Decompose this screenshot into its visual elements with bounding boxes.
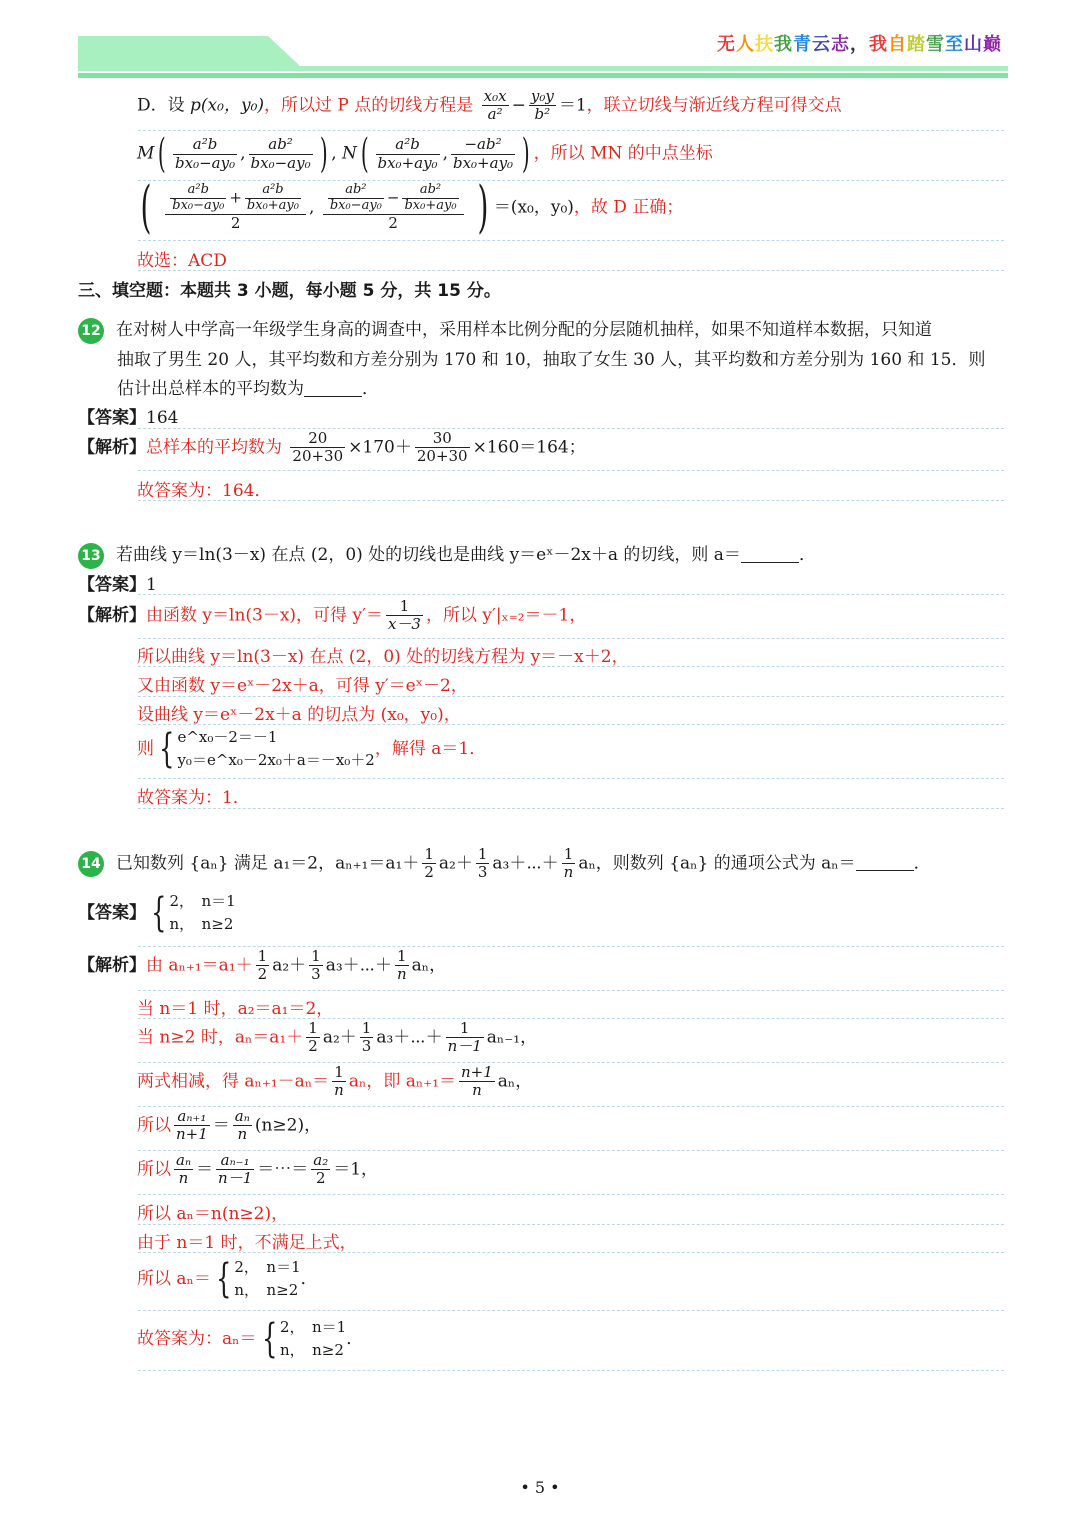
slogan-char: 人 — [736, 34, 755, 55]
q13-answer: 【答案】1 — [78, 575, 157, 595]
fraction: $\frac{\text{y₀y}}{\text{b²}}$ — [530, 87, 554, 124]
q13-final: 故答案为：1． — [137, 788, 250, 808]
fraction: $\frac{1}{3}$ — [477, 845, 488, 882]
divider — [138, 696, 1004, 697]
fraction: $\frac{1}{3}$ — [311, 947, 321, 984]
question-number-badge: 13 — [78, 543, 104, 569]
text: ＝(x₀，y₀) — [493, 197, 574, 218]
divider — [138, 1194, 1004, 1195]
fraction: $\frac{30}{20+30}$ — [416, 429, 468, 466]
q14-sol-8: 由于 n＝1 时，不满足上式， — [137, 1233, 357, 1253]
divider — [138, 778, 1004, 779]
q14-stem: 14 已知数列 {aₙ} 满足 a₁＝2，aₙ₊₁＝a₁＋ $\frac{1}{2}$ a₂＋ $\frac{1}{3}$ a₃＋⋯＋ $\frac{1}{n}$ aₙ，则数列 {aₙ} 的通项公式为 aₙ＝ ． — [78, 846, 1080, 882]
question-number-badge: 12 — [78, 318, 104, 344]
q14-sol-1: 【解析】由 aₙ₊₁＝a₁＋ $\frac{1}{2}$ a₂＋ $\frac{1}{3}$ a₃＋⋯＋ $\frac{1}{n}$ aₙ， — [78, 947, 447, 984]
divider — [138, 1150, 1004, 1151]
fraction: $\frac{\text{aₙ}}{n}$ — [176, 1151, 192, 1188]
q12-line1: 12 在对树人中学高一年级学生身高的调查中，采用样本比例分配的分层随机抽样，如果不知道样本数据，只知道 — [78, 315, 1080, 344]
section-title: 三、填空题：本题共 3 小题，每小题 5 分，共 15 分。 — [78, 281, 501, 301]
case-system: e^x₀－2＝－1 y₀＝e^x₀－2x₀＋a＝－x₀＋2 — [177, 728, 375, 770]
divider — [138, 428, 1004, 429]
q12-solution: 【解析】总样本的平均数为 $\frac{20}{20+30}$ ×170＋ $\frac{30}{20+30}$ ×160＝164； — [78, 429, 586, 466]
fraction: $\frac{20}{20+30}$ — [292, 429, 344, 466]
slogan-char: 自 — [888, 34, 907, 55]
text: ，所以过 P 点的切线方程是 — [264, 95, 474, 116]
divider — [138, 1224, 1004, 1225]
q12-line2: 抽取了男生 20 人，其平均数和方差分别为 170 和 10，抽取了女生 30 人，其平均数和方差分别为 160 和 15．则 — [117, 350, 986, 370]
q13-stem: 13 若曲线 y＝ln(3－x) 在点 (2，0) 处的切线也是曲线 y＝eˣ－2x＋a 的切线，则 a＝ ． — [78, 540, 1080, 569]
slogan-char: 扶 — [755, 34, 774, 55]
fraction: $\frac{1}{n}$ — [396, 947, 407, 984]
case-system: 2， n＝1 n， n≥2 — [234, 1258, 301, 1300]
q14-sol-6: 所以 $\frac{\text{aₙ}}{n}$ ＝ $\frac{\text{aₙ₋₁}}{n-1}$ ＝⋯＝ $\frac{\text{a₂}}{2}$ ＝1， — [137, 1151, 379, 1188]
answer-blank — [856, 869, 914, 871]
fraction: $\frac{\text{ab²}}{\text{bx₀−ay₀}}$ — [250, 135, 311, 172]
text: ，故 D 正确； — [573, 197, 684, 218]
fraction: $\frac{n+1}{n}$ — [461, 1063, 493, 1100]
fraction: $\frac{\text{x₀x}}{\text{a²}}$ — [483, 87, 507, 124]
prev-d-line: D．设 p(x₀，y₀)，所以过 P 点的切线方程是 $\frac{\text{x₀x}}{\text{a²}}$ − $\frac{\text{y₀y}}{\text{b²}}$ ＝1，联立切线与渐近线方程可得交点 — [137, 87, 842, 124]
fraction: $\frac{1}{3}$ — [361, 1019, 372, 1056]
fraction: $\frac{\text{−ab²}}{\text{bx₀+ay₀}}$ — [452, 135, 514, 172]
slogan-char: 志 — [831, 34, 850, 55]
divider — [138, 1062, 1004, 1063]
prev-midpoint-line: ( $\frac{\text{a²b}}{\text{bx₀−ay₀}}$ + $\frac{\text{a²b}}{\text{bx₀+ay₀}}$ 2 , $\frac{\text{ab²}}{\text{bx₀−ay₀}}$ − $\frac{\text{ab²}}{\text{bx₀+ay₀}}$ 2 ) ＝(x₀，y₀)，故 D 正确； — [140, 175, 684, 240]
slogan-char: ， — [850, 34, 869, 55]
fraction: $\frac{1}{2}$ — [257, 947, 268, 984]
fraction: $\frac{\text{aₙ}}{n}$ — [234, 1107, 250, 1144]
divider — [138, 1310, 1004, 1311]
text: ，所以 MN 的中点坐标 — [533, 143, 713, 164]
fraction: $\frac{1}{x-3}$ — [387, 597, 421, 634]
slogan-char: 至 — [945, 34, 964, 55]
header-slogan — [717, 30, 1002, 56]
slogan-char: 山 — [964, 34, 983, 55]
slogan-char: 云 — [812, 34, 831, 55]
fraction: $\frac{1}{n-1}$ — [447, 1019, 482, 1056]
divider — [138, 1106, 1004, 1107]
slogan-char: 踏 — [907, 34, 926, 55]
slogan-char: 巅 — [983, 34, 1002, 55]
q13-sol-2: 所以曲线 y＝ln(3－x) 在点 (2，0) 处的切线方程为 y＝－x＋2， — [137, 647, 629, 667]
page-number: • 5 • — [520, 1478, 560, 1497]
case-system: 2， n＝1 n， n≥2 — [169, 892, 236, 934]
divider — [138, 470, 1004, 471]
text: ＝1 — [558, 95, 587, 116]
q13-sol-1: 【解析】由函数 y＝ln(3－x)，可得 y′＝ $\frac{1}{x-3}$ ，所以 y′|ₓ₌₂＝－1， — [78, 597, 587, 634]
q14-final: 故答案为：aₙ＝ { 2， n＝1 n， n≥2． — [137, 1316, 364, 1363]
fraction: $\frac{\text{a²b}}{\text{bx₀−ay₀}}$ — [175, 135, 236, 172]
divider — [138, 130, 1004, 131]
slogan-char: 我 — [774, 34, 793, 55]
fraction: $\frac{\text{a²b}}{\text{bx₀+ay₀}}$ — [377, 135, 438, 172]
q14-sol-7: 所以 aₙ＝n(n≥2)， — [137, 1204, 289, 1224]
text: D．设 — [137, 95, 185, 116]
fraction: $\frac{\text{a²b}}{\text{bx₀−ay₀}}$ + $\frac{\text{a²b}}{\text{bx₀+ay₀}}$ 2 — [165, 183, 306, 232]
q12-answer: 【答案】164 — [78, 408, 179, 428]
q13-sol-3: 又由函数 y＝eˣ－2x＋a，可得 y′＝eˣ－2， — [137, 676, 468, 696]
divider — [138, 808, 1004, 809]
fraction: $\frac{1}{2}$ — [308, 1019, 318, 1056]
q14-sol-4: 两式相减，得 aₙ₊₁－aₙ＝ $\frac{1}{n}$ aₙ，即 aₙ₊₁＝ $\frac{n+1}{n}$ aₙ， — [137, 1063, 533, 1100]
divider — [138, 946, 1004, 947]
slogan-char: 雪 — [926, 34, 945, 55]
fraction: $\frac{\text{a₂}}{2}$ — [313, 1151, 329, 1188]
q13-sol-4: 设曲线 y＝eˣ－2x＋a 的切点为 (x₀，y₀)， — [137, 705, 461, 725]
fraction: $\frac{1}{2}$ — [424, 845, 434, 882]
text: ，联立切线与渐近线方程可得交点 — [586, 95, 842, 116]
question-number-badge: 14 — [78, 851, 104, 877]
q14-sol-9: 所以 aₙ＝ { 2， n＝1 n， n≥2． — [137, 1256, 318, 1303]
q12-final: 故答案为：164． — [137, 481, 272, 501]
slogan-char: 无 — [717, 34, 736, 55]
case-system: 2， n＝1 n， n≥2 — [279, 1318, 347, 1360]
slogan-char: 青 — [793, 34, 812, 55]
q14-sol-2: 当 n＝1 时，a₂＝a₁＝2， — [137, 999, 334, 1019]
q14-sol-3: 当 n≥2 时，aₙ＝a₁＋ $\frac{1}{2}$ a₂＋ $\frac{1}{3}$ a₃＋⋯＋ $\frac{1}{n-1}$ aₙ₋₁， — [137, 1019, 538, 1056]
prev-mn-line: M( $\frac{\text{a²b}}{\text{bx₀−ay₀}}$ , $\frac{\text{ab²}}{\text{bx₀−ay₀}}$ ) , N( $\frac{\text{a²b}}{\text{bx₀+ay₀}}$ , $\frac{\text{−ab²}}{\text{bx₀+ay₀}}$ ) ，所以 MN 的中点坐标 — [137, 131, 713, 177]
divider — [138, 240, 1004, 241]
q14-sol-5: 所以 $\frac{\text{aₙ₊₁}}{n+1}$ ＝ $\frac{\text{aₙ}}{n}$ (n≥2)， — [137, 1107, 322, 1144]
q14-answer: 【答案】 { 2， n＝1 n， n≥2 — [78, 890, 236, 937]
divider — [138, 990, 1004, 991]
fraction: $\frac{1}{n}$ — [563, 845, 574, 882]
answer-blank — [304, 395, 362, 397]
fraction: $\frac{\text{aₙ₊₁}}{n+1}$ — [176, 1107, 208, 1144]
fraction: $\frac{\text{ab²}}{\text{bx₀−ay₀}}$ − $\frac{\text{ab²}}{\text{bx₀+ay₀}}$ 2 — [323, 183, 464, 232]
fraction: $\frac{\text{aₙ₋₁}}{n-1}$ — [218, 1151, 253, 1188]
q12-line3: 估计出总样本的平均数为 ． — [117, 379, 379, 399]
q13-sol-5: 则 { e^x₀－2＝－1 y₀＝e^x₀－2x₀＋a＝－x₀＋2，解得 a＝1． — [137, 726, 487, 773]
divider — [138, 1370, 1004, 1371]
prev-choice: 故选：ACD — [137, 251, 227, 271]
text: p(x₀，y₀) — [190, 95, 265, 116]
divider — [138, 638, 1004, 639]
fraction: $\frac{1}{n}$ — [334, 1063, 344, 1100]
answer-blank — [741, 561, 799, 563]
slogan-char: 我 — [869, 34, 888, 55]
